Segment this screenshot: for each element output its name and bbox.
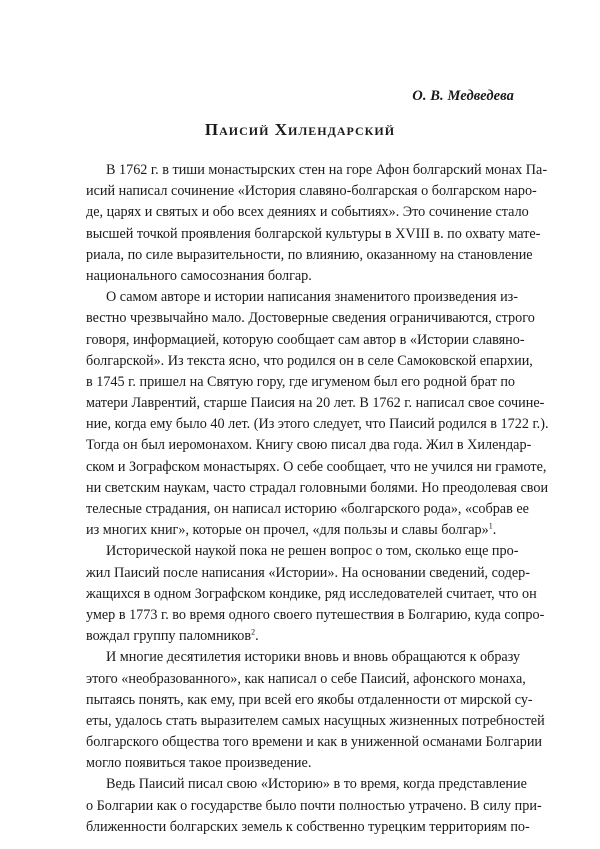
- text-line: еты, удалось стать выразителем самых насущных жизненных потребностей: [86, 712, 545, 729]
- paragraph: [86, 160, 548, 287]
- text-line: ни светским наукам, часто страдал головными болями. Но преодолевая свои: [86, 479, 549, 496]
- text-line: говоря, информацией, которую сообщает сам автор в «Истории славяно-: [86, 331, 525, 348]
- footnote-marker[interactable]: 2: [251, 627, 256, 637]
- text-line: О самом авторе и истории написания знаменитого произведения из-: [106, 289, 519, 306]
- article-body: [86, 160, 549, 838]
- text-line: ние, когда ему было 40 лет. (Из этого следует, что Паисий родился в 1722 г.).: [86, 416, 549, 433]
- text-line: высшей точкой проявления болгарской культуры в XVIII в. по охвату мате-: [86, 225, 541, 242]
- text-line: болгарской». Из текста ясно, что родился он в селе Самоковской епархии,: [86, 352, 533, 369]
- paragraph: [86, 287, 549, 541]
- text-line: могло появиться такое произведение.: [86, 755, 312, 772]
- text-line: болгарского общества того времени и как в униженной османами Болгарии: [86, 734, 543, 751]
- text-line: ближенности болгарских земель к собственно турецким территориям по-: [86, 818, 530, 835]
- text-line: вестно чрезвычайно мало. Достоверные сведения ограничиваются, строго: [86, 310, 535, 327]
- text-line: пытаясь понять, как ему, при всей его якобы отдаленности от мирской су-: [86, 691, 533, 708]
- footnote-marker[interactable]: 1: [488, 521, 493, 531]
- article-title: Паисий Хилендарский: [204, 120, 396, 139]
- text-line: национального самосознания болгар.: [86, 267, 312, 284]
- text-line: жил Паисий после написания «Истории». На основании сведений, содер-: [86, 564, 530, 581]
- text-line: жащихся в одном Зографском кондике, ряд исследователей считает, что он: [86, 585, 537, 602]
- text-line: де, царях и святых и обо всех деяниях и событиях». Это сочинение стало: [86, 204, 529, 221]
- text-line: матери Лаврентий, старше Паисия на 20 лет. В 1762 г. написал свое сочине-: [86, 395, 545, 412]
- text-line: исий написал сочинение «История славяно-болгарская о болгарском наро-: [86, 183, 537, 200]
- paragraph: [86, 774, 542, 838]
- text-line: в 1745 г. пришел на Святую гору, где игуменом был его родной брат по: [86, 373, 516, 390]
- text-line: В 1762 г. в тиши монастырских стен на горе Афон болгарский монах Па-: [106, 162, 548, 178]
- page: [86, 0, 549, 849]
- text-line: Тогда он был иеромонахом. Книгу свою писал два года. Жил в Хилендар-: [86, 437, 532, 454]
- text-line: вождал группу паломников$^2$.: [86, 627, 259, 645]
- text-line: ском и Зографском монастырях. О себе сообщает, что не учился ни грамоте,: [86, 458, 547, 475]
- text-line: Исторической наукой пока не решен вопрос о том, сколько еще про-: [106, 543, 519, 560]
- text-line: умер в 1773 г. во время одного своего путешествия в Болгарию, куда сопро-: [86, 606, 545, 623]
- paragraph: [86, 541, 545, 647]
- text-line: телесные страдания, он написал историю «болгарского рода», «собрав ее: [86, 501, 529, 517]
- text-line: Ведь Паисий писал свою «Историю» в то время, когда представление: [106, 776, 527, 793]
- text-line: о Болгарии как о государстве было почти полностью утрачено. В силу при-: [86, 797, 542, 814]
- text-line: этого «необразованного», как написал о себе Паисий, афонского монаха,: [86, 670, 526, 687]
- text-line: из многих книг», которые он прочел, «для пользы и славы болгар»$^1$.: [86, 521, 497, 539]
- author-name: О. В. Медведева: [412, 88, 514, 104]
- text-line: И многие десятилетия историки вновь и вновь обращаются к образу: [106, 649, 521, 666]
- paragraph: [86, 647, 545, 774]
- text-line: риала, по силе выразительности, по влиянию, оказанному на становление: [86, 246, 533, 263]
